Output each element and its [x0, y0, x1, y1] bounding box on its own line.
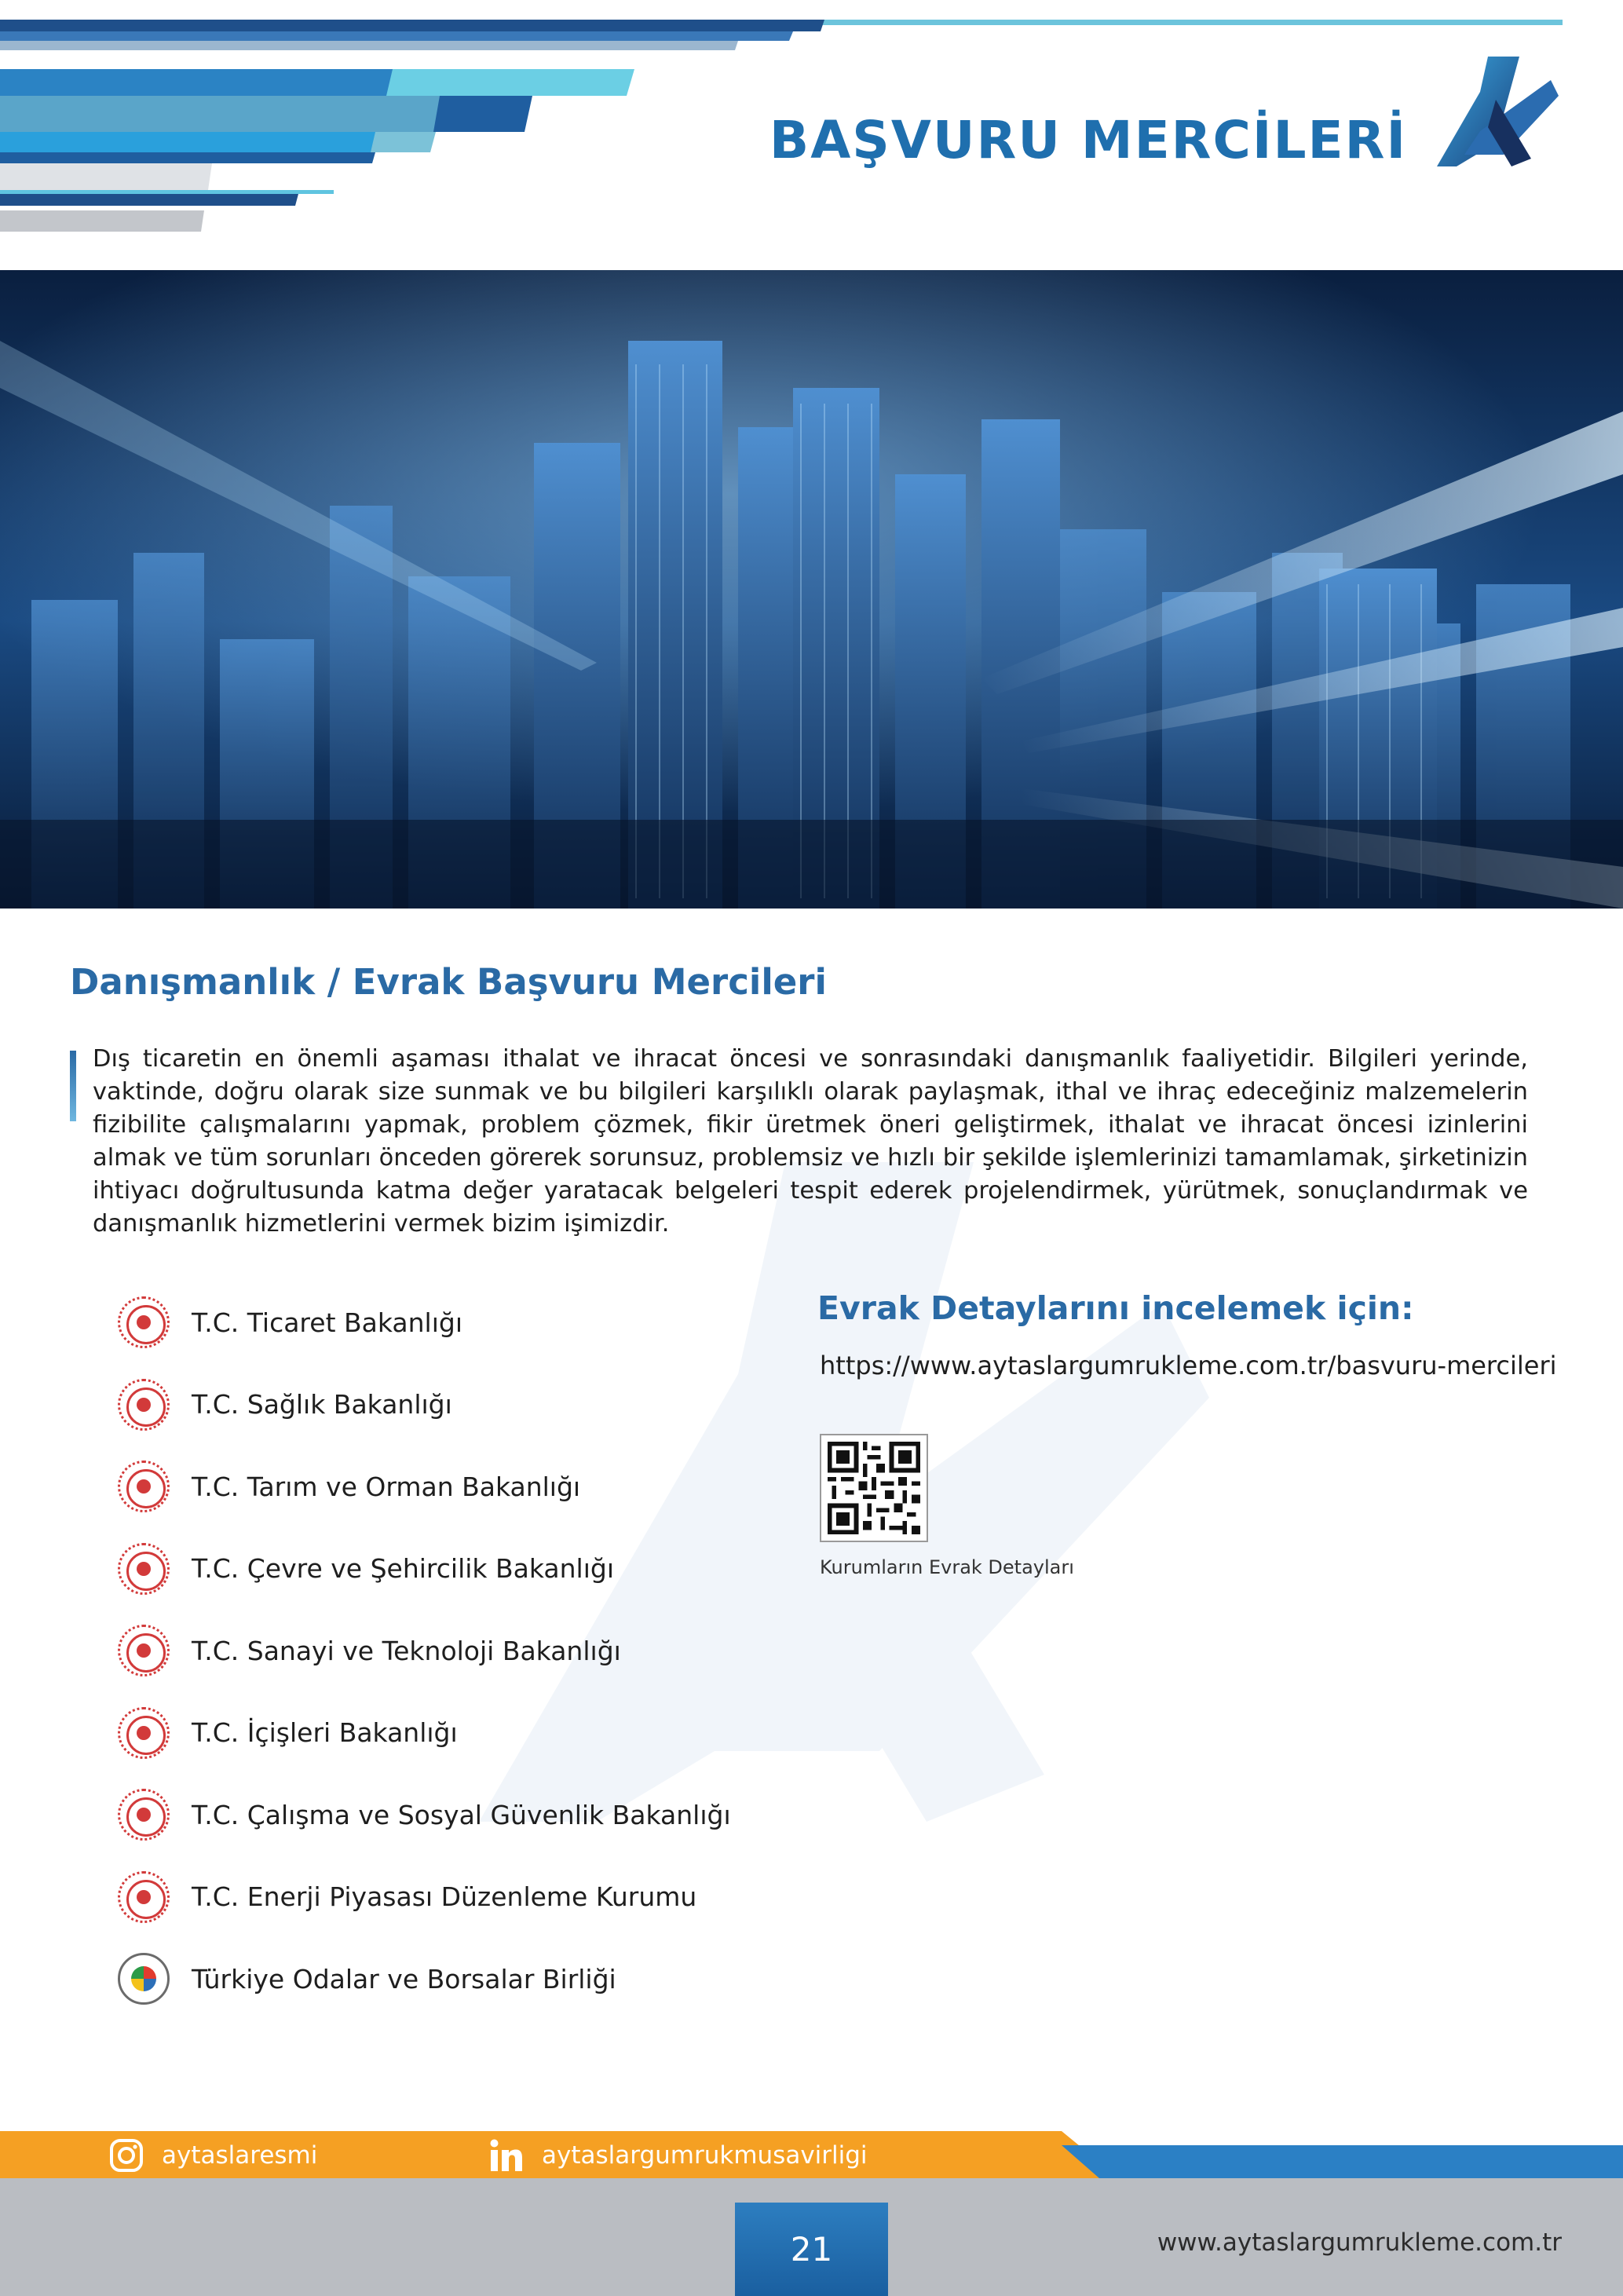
list-item: [118, 1856, 809, 1939]
institution-label: T.C. Enerji Piyasası Düzenleme Kurumu: [192, 1881, 697, 1913]
ministry-seal-icon: [118, 1625, 170, 1676]
instagram-label: aytaslaresmi: [162, 2141, 318, 2170]
ministry-seal-icon: [118, 1871, 170, 1923]
institution-label: T.C. Çalışma ve Sosyal Güvenlik Bakanlığı: [192, 1799, 731, 1830]
details-title: Evrak Detaylarını incelemek için:: [817, 1289, 1414, 1327]
institution-list: [118, 1281, 809, 2020]
company-logo-icon: [1433, 57, 1559, 174]
list-item: [118, 1446, 809, 1528]
list-item: [118, 1938, 809, 2020]
hero-city-image: [0, 270, 1623, 909]
list-item: [118, 1281, 809, 1364]
linkedin-icon: [488, 2137, 525, 2174]
list-item: [118, 1528, 809, 1610]
institution-label: T.C. İçişleri Bakanlığı: [192, 1717, 458, 1749]
section-heading: Danışmanlık / Evrak Başvuru Mercileri: [70, 961, 827, 1003]
instagram-icon: [108, 2137, 144, 2174]
institution-label: T.C. Sanayi ve Teknoloji Bakanlığı: [192, 1635, 621, 1666]
ministry-seal-icon: [118, 1461, 170, 1512]
institution-label: T.C. Tarım ve Orman Bakanlığı: [192, 1471, 581, 1502]
institution-label: Türkiye Odalar ve Borsalar Birliği: [192, 1963, 616, 1994]
intro-paragraph: Dış ticaretin en önemli aşaması ithalat ve ihracat öncesi ve sonrasındaki danışmanlık faaliyetidir. Bilgileri yerinde, vaktinde, doğru olarak size sunmak ve bu bilgileri karşılıklı olarak paylaşmak, ithal ve ihraç edeceğiniz malzemelerin fizibilite çalışmalarını yapmak, problem çözmek, fikir üretmek öneri geliştirmek, ithalat ve ihracat öncesi izinlerini almak ve tüm sorunları önceden görerek sorunsuz, problemsiz ve hızlı bir şekilde işlemlerinizi tamamlamak, şirketinizin ihtiyacı doğrultusunda katma değer yaratacak belgeleri tespit ederek projelendirmek, yürütmek, sonuçlandırmak ve danışmanlık hizmetlerini vermek bizim işimizdir.: [93, 1045, 1528, 1238]
website-link[interactable]: www.aytaslargumrukleme.com.tr: [1157, 2228, 1562, 2257]
list-item: [118, 1610, 809, 1692]
instagram-handle[interactable]: [108, 2137, 317, 2174]
qr-code[interactable]: [820, 1434, 928, 1542]
institution-label: T.C. Çevre ve Şehircilik Bakanlığı: [192, 1553, 614, 1585]
ministry-seal-icon: [118, 1707, 170, 1759]
details-url-link[interactable]: https://www.aytaslargumrukleme.com.tr/basvuru-mercileri: [820, 1351, 1557, 1380]
ministry-seal-icon: [118, 1296, 170, 1348]
linkedin-label: aytaslargumrukmusavirligi: [542, 2141, 868, 2170]
qr-code-icon: [828, 1442, 920, 1534]
tobb-logo-icon: [118, 1953, 170, 2005]
institution-label: T.C. Ticaret Bakanlığı: [192, 1307, 462, 1338]
ministry-seal-icon: [118, 1789, 170, 1841]
page-title: BAŞVURU MERCİLERİ: [769, 110, 1407, 170]
list-item: [118, 1692, 809, 1775]
list-item: [118, 1774, 809, 1856]
qr-caption: Kurumların Evrak Detayları: [820, 1556, 1074, 1578]
list-item: [118, 1364, 809, 1446]
page-number: 21: [735, 2203, 888, 2296]
ministry-seal-icon: [118, 1543, 170, 1595]
intro-accent-bar: [70, 1051, 76, 1121]
institution-label: T.C. Sağlık Bakanlığı: [192, 1389, 452, 1420]
linkedin-handle[interactable]: [488, 2137, 868, 2174]
ministry-seal-icon: [118, 1379, 170, 1431]
